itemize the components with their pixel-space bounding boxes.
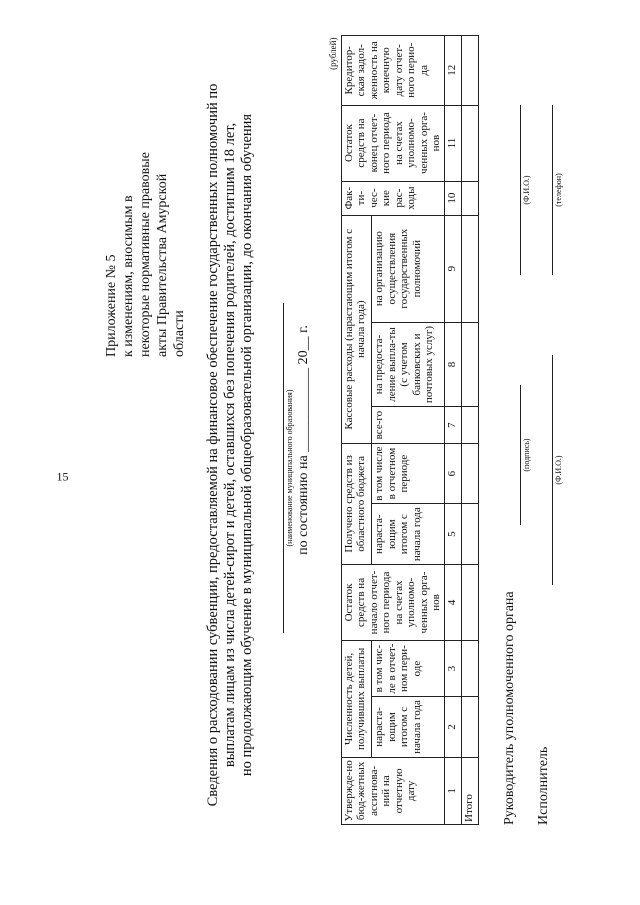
column-number: 5 bbox=[444, 504, 461, 565]
table-cell bbox=[461, 504, 478, 565]
header-children-cumulative: нараста-ющим итогом с начала года bbox=[372, 697, 444, 758]
executor-fio-caption: (Ф.И.О.) bbox=[554, 455, 563, 485]
table-cell bbox=[461, 36, 478, 106]
municipality-caption: (наименование муниципального образования) bbox=[285, 389, 294, 547]
header-opening-balance: Остаток средств на начало отчет-ного периода на счетах уполномо-ченных орга-нов bbox=[341, 564, 444, 640]
appendix-line: области bbox=[172, 310, 187, 357]
column-number: 2 bbox=[444, 697, 461, 758]
head-of-authority-label: Руководитель уполномоченного органа bbox=[502, 591, 517, 825]
column-number: 9 bbox=[444, 215, 461, 322]
column-number: 3 bbox=[444, 641, 461, 697]
total-row-label: Итого bbox=[461, 757, 478, 824]
column-number: 4 bbox=[444, 564, 461, 640]
executor-label: Исполнитель bbox=[536, 746, 551, 825]
table-cell bbox=[461, 215, 478, 322]
header-actual-expenses: Фак-ти-чес-кие рас-ходы bbox=[341, 181, 444, 215]
header-expenses-organization: на организацию осуществления государственных полномочий bbox=[372, 215, 444, 322]
appendix-line: Приложение № 5 bbox=[104, 254, 119, 357]
subsidy-report-table bbox=[327, 35, 479, 825]
municipality-line bbox=[283, 303, 284, 633]
table-cell bbox=[461, 181, 478, 215]
table-cell bbox=[461, 407, 478, 443]
title-line: выплатам лицам из числа детей-сирот и детей, оставшихся без попечения родителей, достигшим 18 лет, bbox=[222, 122, 238, 768]
header-received-funds: Получено средств из областного бюджета bbox=[341, 443, 372, 564]
table-cell bbox=[461, 105, 478, 181]
table-cell bbox=[461, 443, 478, 504]
signature-caption: (подпись) bbox=[522, 438, 531, 472]
fio-line bbox=[520, 105, 521, 275]
appendix-line: некоторые нормативные правовые bbox=[138, 152, 153, 357]
header-payables: Кредитор-ская задол-женность на конечную дату отчет-ного перио-да bbox=[341, 36, 444, 106]
header-received-period: в том числе в отчетном периоде bbox=[372, 443, 444, 504]
document-title bbox=[205, 35, 256, 855]
fio-caption: (Ф.И.О.) bbox=[522, 175, 531, 205]
page-number: 15 bbox=[56, 469, 69, 484]
column-number: 11 bbox=[444, 105, 461, 181]
appendix-line: к изменениям, вносимым в bbox=[121, 195, 136, 357]
unit-label: (рублей) bbox=[328, 37, 338, 70]
appendix-line: акты Правительства Амурской bbox=[155, 173, 170, 357]
table-cell bbox=[461, 564, 478, 640]
table-cell bbox=[461, 322, 478, 407]
header-received-cumulative: нараста-ющим итогом с начала года bbox=[372, 504, 444, 565]
header-children-count: Численность детей, получивших выплаты bbox=[341, 641, 372, 758]
column-number: 6 bbox=[444, 443, 461, 504]
title-line: Сведения о расходовании субвенции, предоставляемой на финансовое обеспечение государственных полномочий по bbox=[205, 83, 221, 807]
column-number: 12 bbox=[444, 36, 461, 106]
column-number: 8 bbox=[444, 322, 461, 407]
appendix-header bbox=[103, 27, 188, 357]
table-cell bbox=[461, 641, 478, 697]
column-number: 10 bbox=[444, 181, 461, 215]
executor-fio-line bbox=[552, 355, 553, 585]
phone-line bbox=[552, 105, 553, 275]
column-number: 1 bbox=[444, 757, 461, 824]
header-expenses-payments: на предоста-ление выпла-ты (с учетом банковских и почтовых услуг) bbox=[372, 322, 444, 407]
table-cell bbox=[461, 697, 478, 758]
signature-line bbox=[520, 385, 521, 525]
phone-caption: (телефон) bbox=[554, 173, 563, 207]
header-approved-allocations: Утвержде-но бюд-жетных ассигнова-ний на отчетную дату bbox=[341, 757, 444, 824]
header-closing-balance: Остаток средств на конец отчет-ного периода на счетах уполномо-ченных орга-нов bbox=[341, 105, 444, 181]
title-line: но продолжающим обучение в муниципальной общеобразовательной организации, до окончания обучения bbox=[239, 113, 255, 777]
header-children-period: в том чис-ле в отчет-ном пери-оде bbox=[372, 641, 444, 697]
report-date-line: по состоянию на ____________ 20__ г. bbox=[296, 325, 311, 555]
column-number: 7 bbox=[444, 407, 461, 443]
header-cash-expenses: Кассовые расходы (нарастающим итогом с начала года) bbox=[341, 215, 372, 443]
header-expenses-total: все-го bbox=[372, 407, 444, 443]
